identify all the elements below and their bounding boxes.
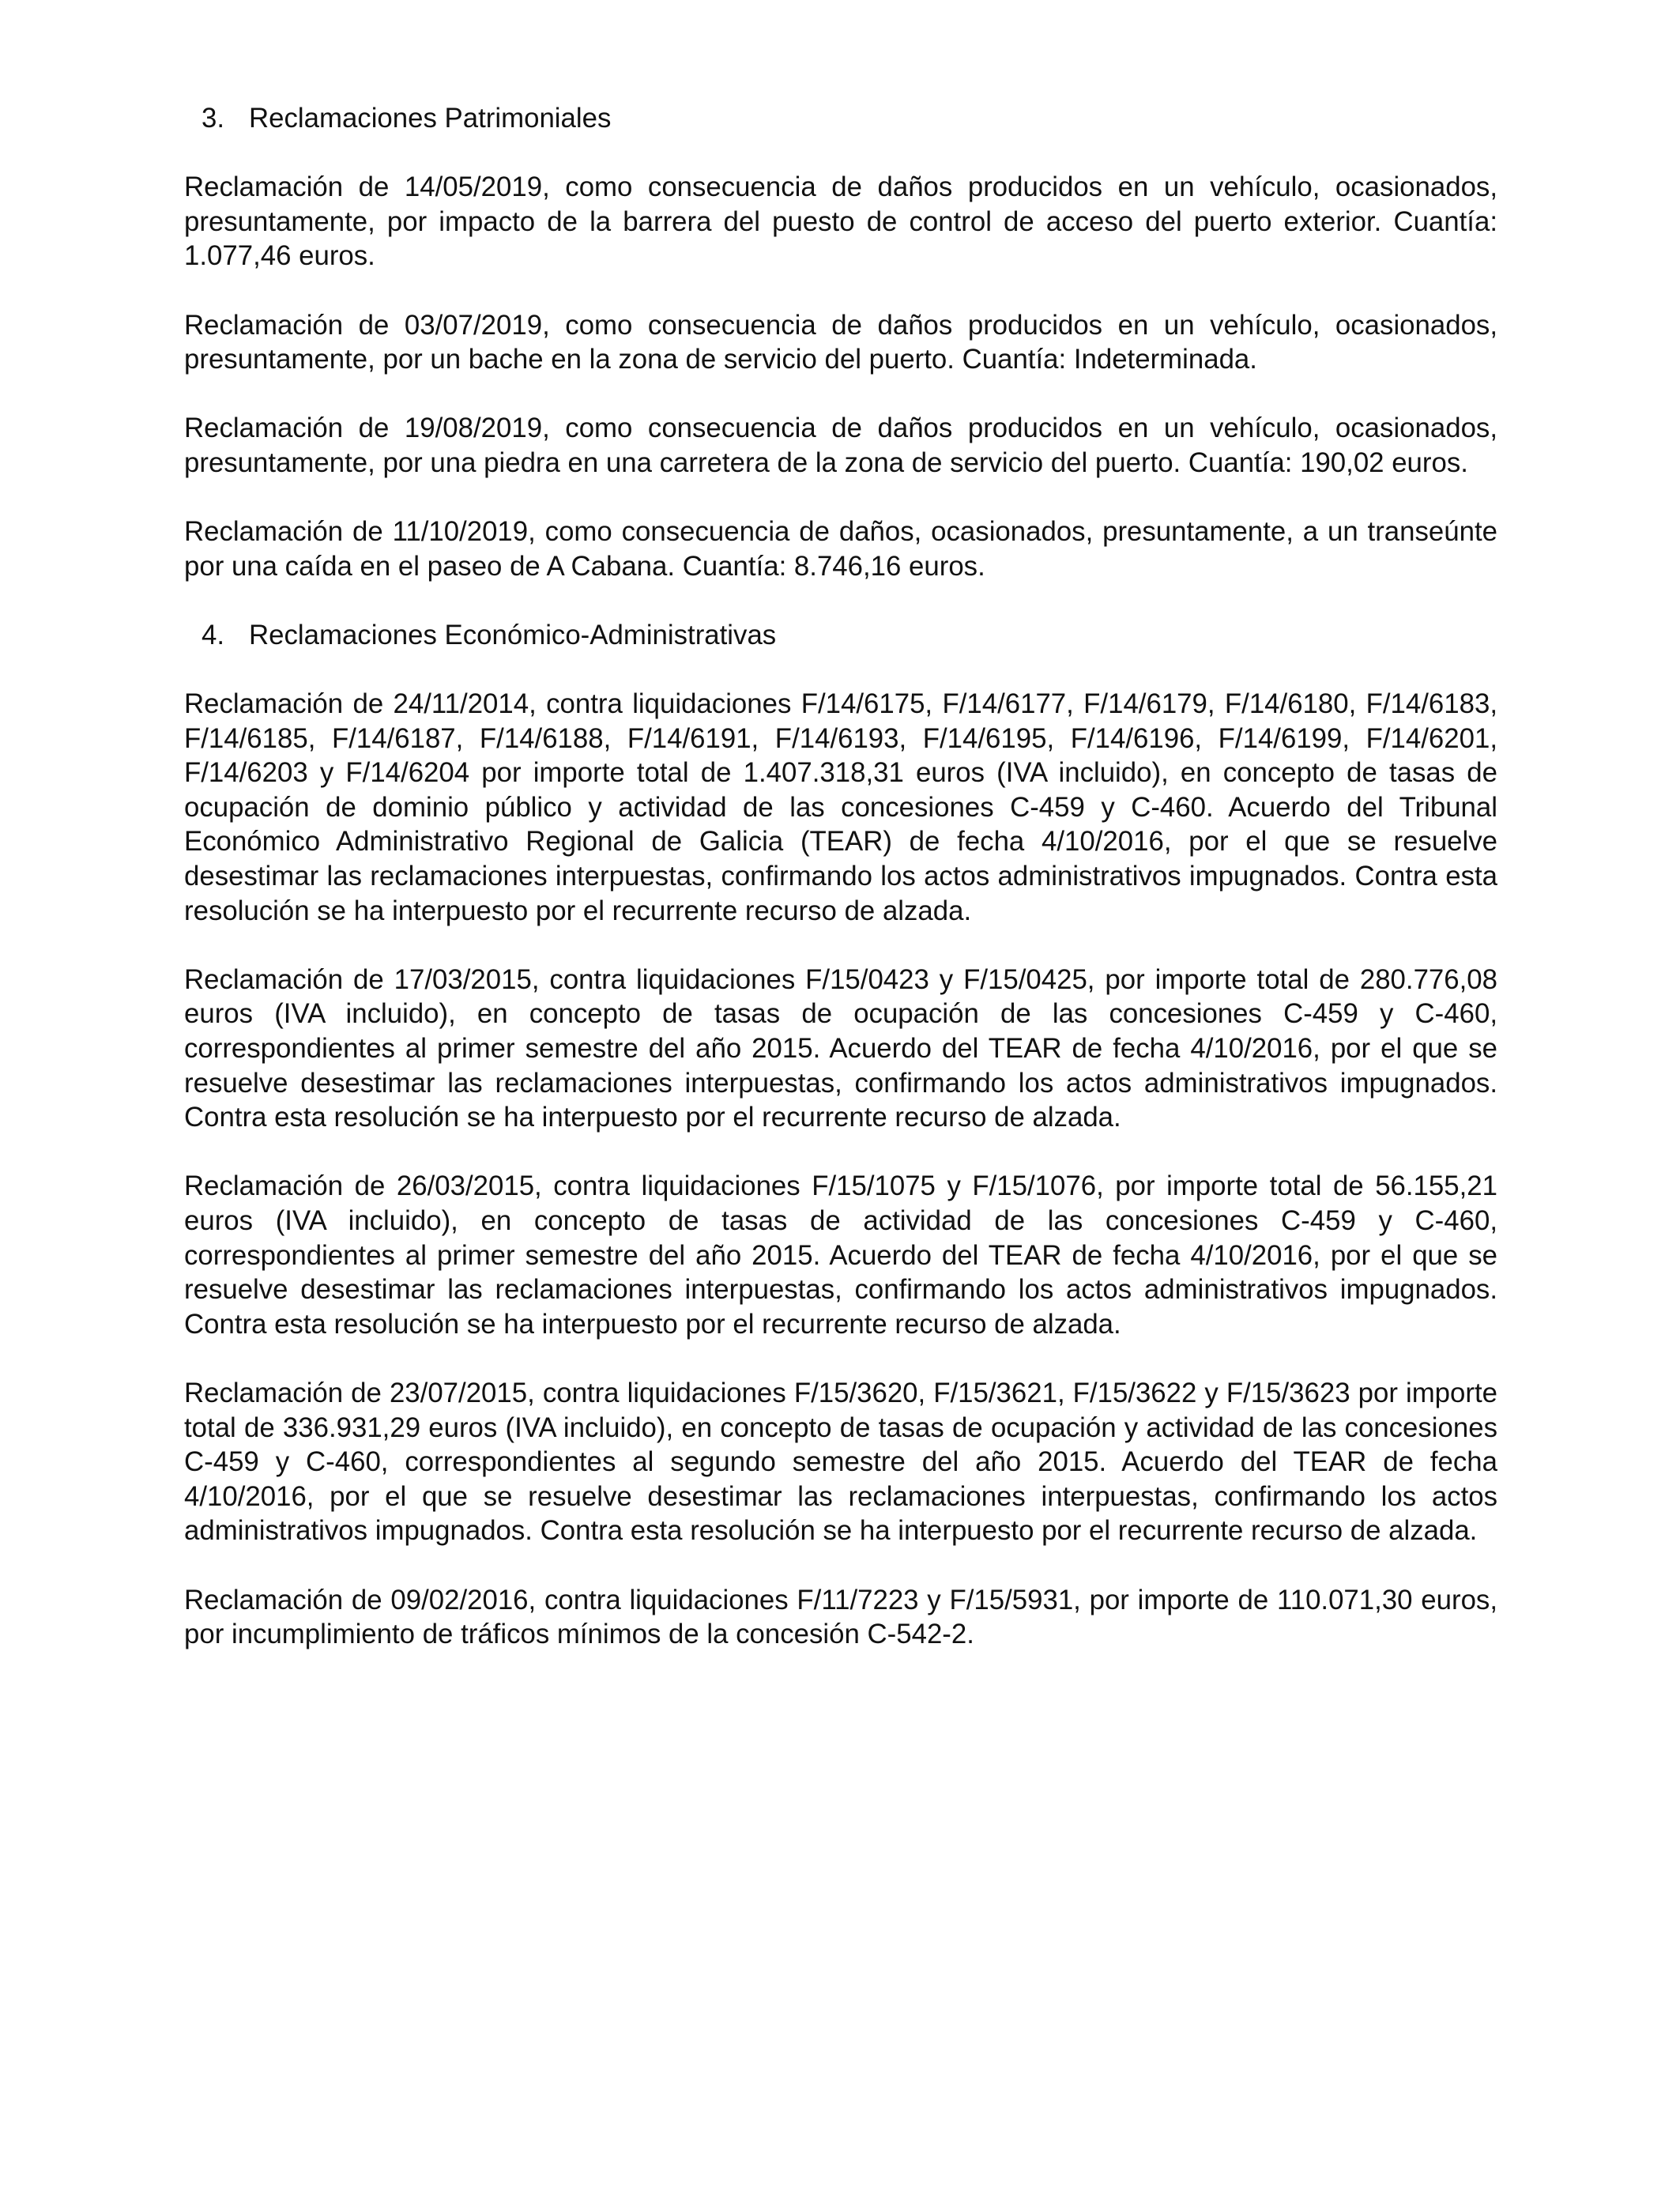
paragraph: Reclamación de 26/03/2015, contra liquidaciones F/15/1075 y F/15/1076, por importe total de 56.155,21 euros (IVA incluido), en concepto de tasas de actividad de las concesiones C-459 y C-460, correspondientes al primer semestre del año 2015. Acuerdo del TEAR de fecha 4/10/2016, por el que se resuelve desestimar las reclamaciones interpuestas, confirmando los actos administrativos impugnados. Contra esta resolución se ha interpuesto por el recurrente recurso de alzada. xyxy=(184,1171,1497,1340)
paragraph: Reclamación de 03/07/2019, como consecuencia de daños producidos en un vehículo, ocasionados, presuntamente, por un bache en la zona de servicio del puerto. Cuantía: Indeterminada. xyxy=(184,309,1497,375)
paragraph: Reclamación de 09/02/2016, contra liquidaciones F/11/7223 y F/15/5931, por importe de 110.071,30 euros, por incumplimiento de tráficos mínimos de la concesión C-542-2. xyxy=(184,1584,1497,1650)
paragraph: Reclamación de 24/11/2014, contra liquidaciones F/14/6175, F/14/6177, F/14/6179, F/14/6180, F/14/6183, F/14/6185, F/14/6187, F/14/6188, F/14/6191, F/14/6193, F/14/6195, F/14/6196, F/14/6199, F/14/6201, F/14/6203 y F/14/6204 por importe total de 1.407.318,31 euros (IVA incluido), en concepto de tasas de ocupación de dominio público y actividad de las concesiones C-459 y C-460. Acuerdo del Tribunal Económico Administrativo Regional de Galicia (TEAR) de fecha 4/10/2016, por el que se resuelve desestimar las reclamaciones interpuestas, confirmando los actos administrativos impugnados. Contra esta resolución se ha interpuesto por el recurrente recurso de alzada. xyxy=(184,688,1497,926)
section-number: 4. xyxy=(202,619,225,650)
section-number: 3. xyxy=(202,103,225,134)
paragraph: Reclamación de 14/05/2019, como consecuencia de daños producidos en un vehículo, ocasionados, presuntamente, por impacto de la barrera del puesto de control de acceso del puerto exterior. Cuantía: 1.077,46 euros. xyxy=(184,172,1497,272)
section-title: Reclamaciones Patrimoniales xyxy=(249,103,612,134)
paragraph: Reclamación de 17/03/2015, contra liquidaciones F/15/0423 y F/15/0425, por importe total de 280.776,08 euros (IVA incluido), en concepto de tasas de ocupación de las concesiones C-459 y C-460, correspondientes al primer semestre del año 2015. Acuerdo del TEAR de fecha 4/10/2016, por el que se resuelve desestimar las reclamaciones interpuestas, confirmando los actos administrativos impugnados. Contra esta resolución se ha interpuesto por el recurrente recurso de alzada. xyxy=(184,963,1497,1133)
section-reclamaciones-economico-administrativas xyxy=(184,618,1497,1652)
section-title: Reclamaciones Económico-Administrativas xyxy=(249,619,777,650)
section-heading xyxy=(184,618,1497,653)
section-heading xyxy=(184,101,1497,136)
paragraph: Reclamación de 23/07/2015, contra liquidaciones F/15/3620, F/15/3621, F/15/3622 y F/15/3623 por importe total de 336.931,29 euros (IVA incluido), en concepto de tasas de ocupación y actividad de las concesiones C-459 y C-460, correspondientes al segundo semestre del año 2015. Acuerdo del TEAR de fecha 4/10/2016, por el que se resuelve desestimar las reclamaciones interpuestas, confirmando los actos administrativos impugnados. Contra esta resolución se ha interpuesto por el recurrente recurso de alzada. xyxy=(184,1377,1497,1547)
document-page xyxy=(184,101,1497,1686)
paragraph: Reclamación de 19/08/2019, como consecuencia de daños producidos en un vehículo, ocasionados, presuntamente, por una piedra en una carretera de la zona de servicio del puerto. Cuantía: 190,02 euros. xyxy=(184,413,1497,478)
section-reclamaciones-patrimoniales xyxy=(184,101,1497,583)
paragraph: Reclamación de 11/10/2019, como consecuencia de daños, ocasionados, presuntamente, a un transeúnte por una caída en el paseo de A Cabana. Cuantía: 8.746,16 euros. xyxy=(184,516,1497,582)
